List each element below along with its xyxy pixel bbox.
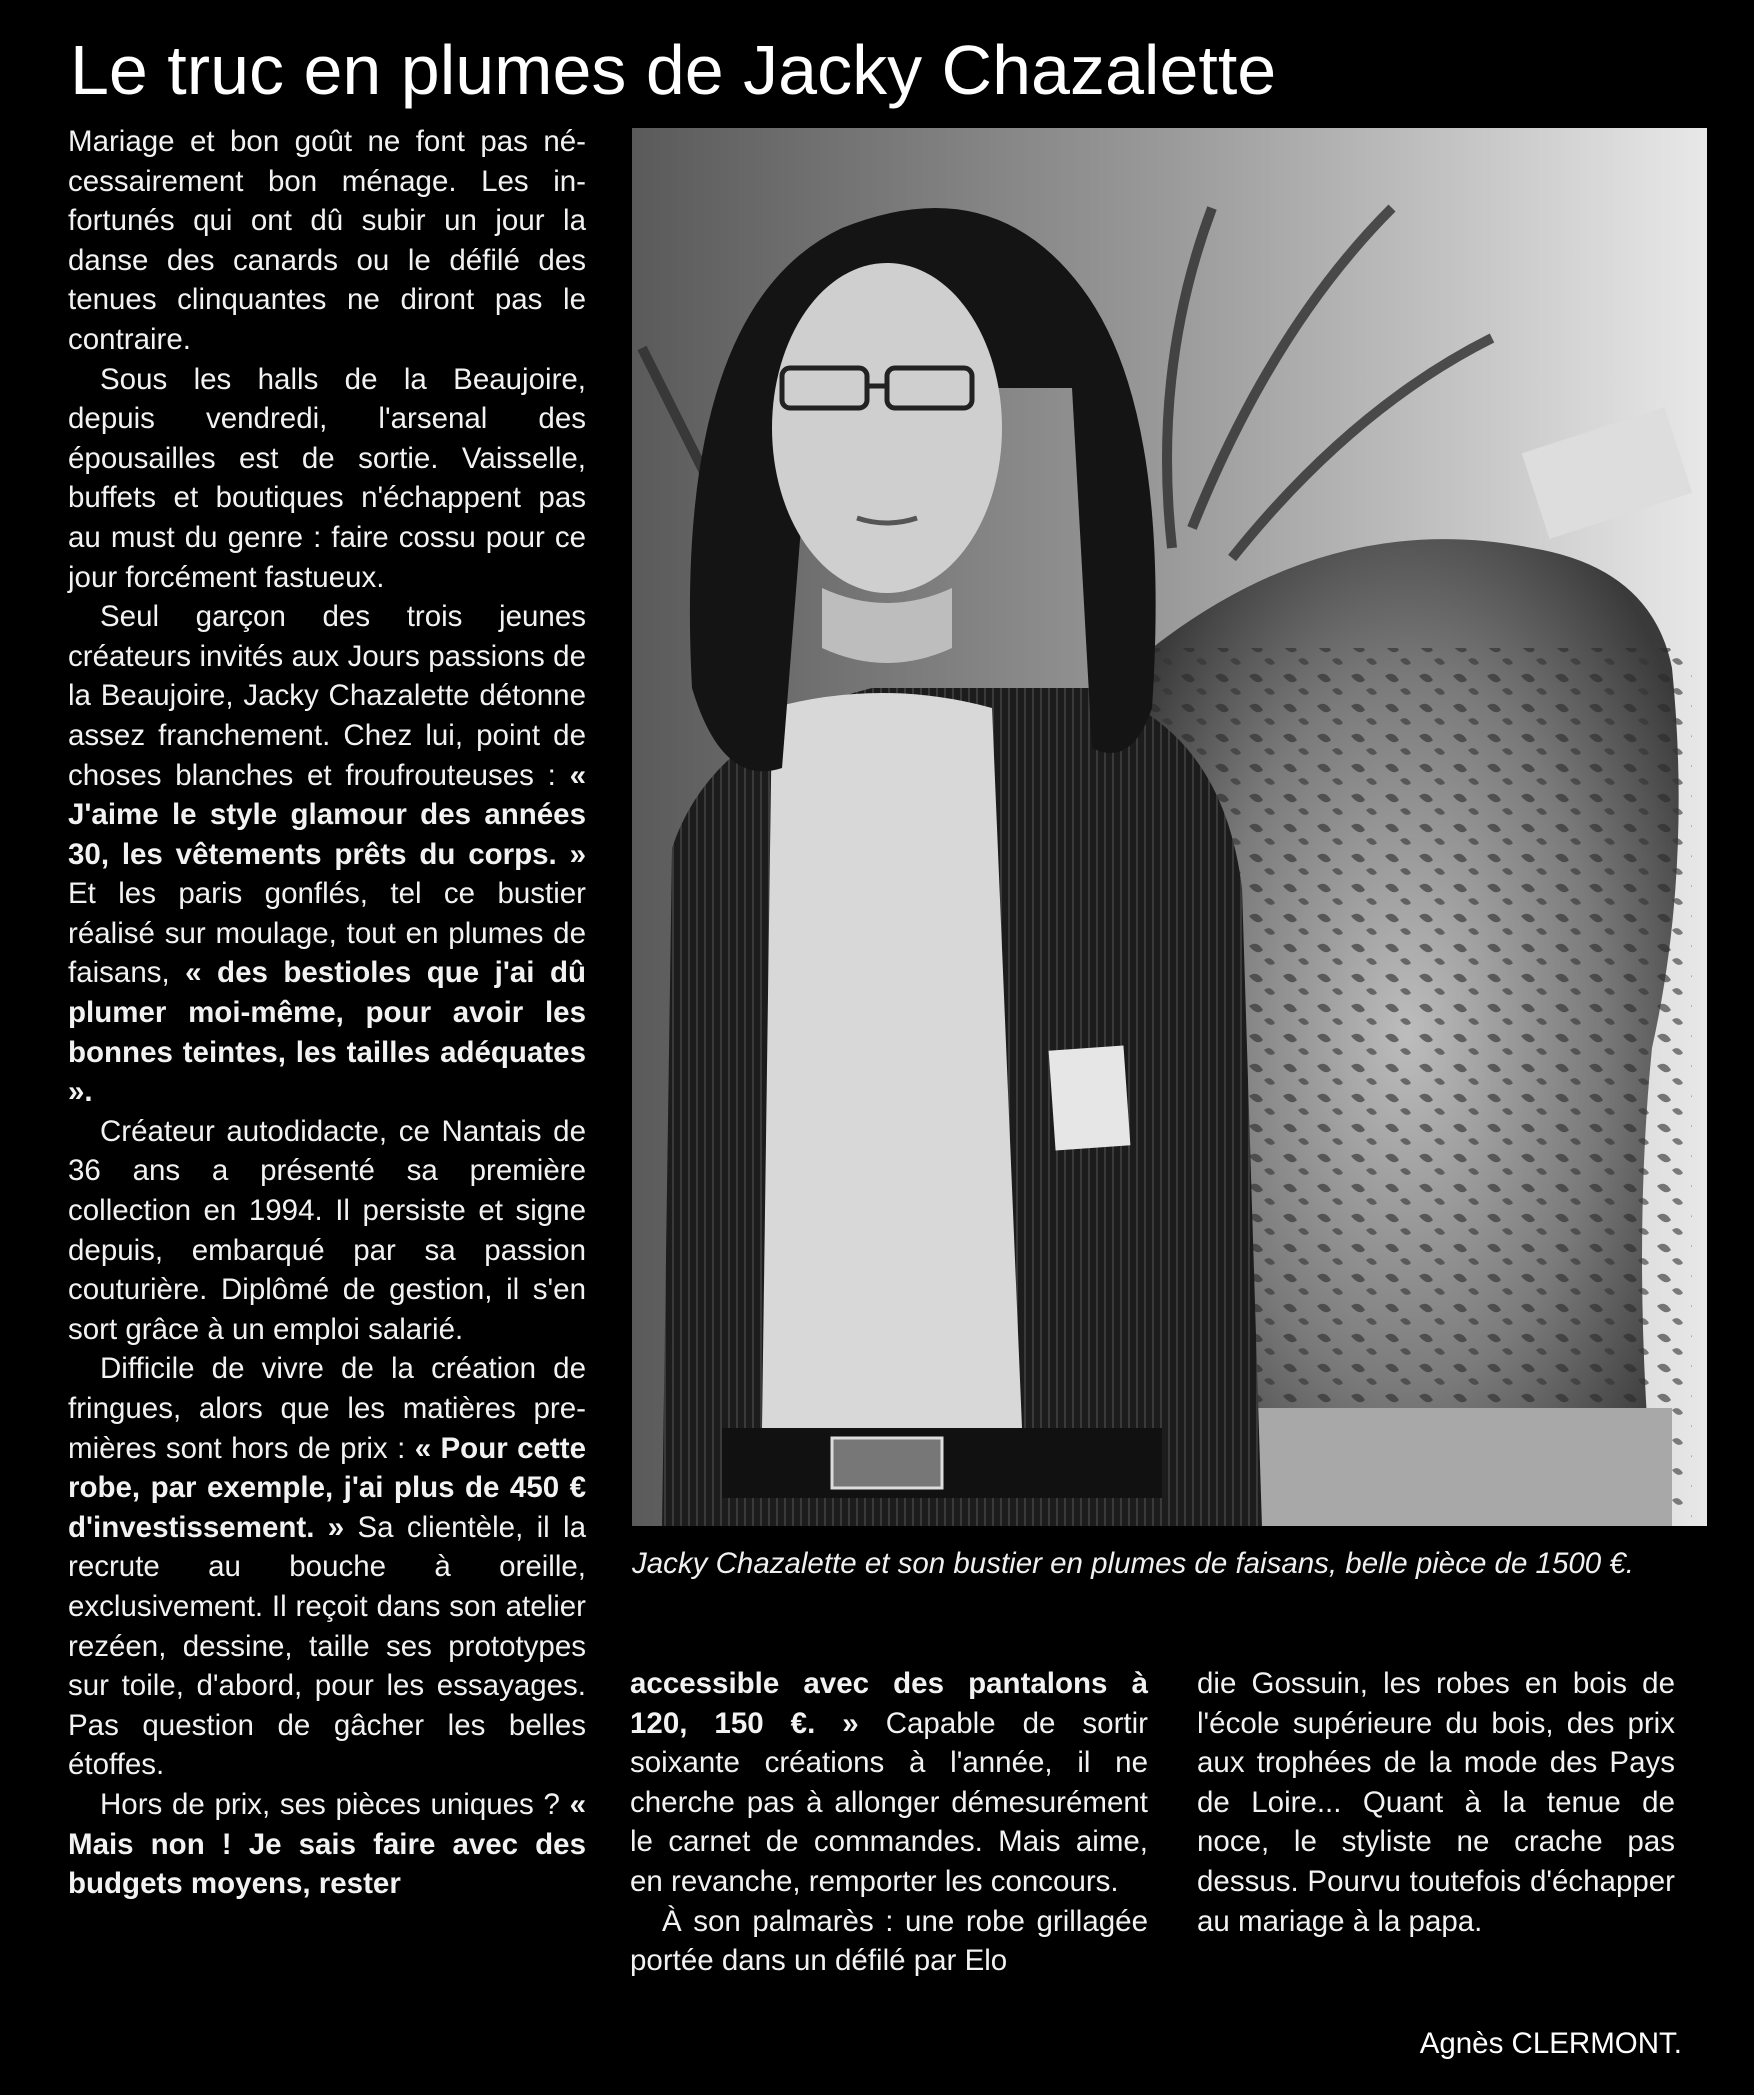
paragraph: [68, 1785, 586, 1904]
photo-illustration: [632, 128, 1707, 1526]
quote: accessible avec des pantalons à 120, 150 €. »: [630, 1667, 1148, 1740]
quote: « J'aime le style glamour des années 30, les vêtements prêts du corps. »: [68, 758, 586, 871]
quote: « Mais non ! Je sais faire avec des budgets moyens, rester: [68, 1787, 586, 1901]
photo-caption: Jacky Chazalette et son bustier en plumes de faisans, belle pièce de 1500 €.: [632, 1547, 1634, 1580]
paragraph: [68, 1349, 586, 1785]
quote: « Pour cette robe, par exemple, j'ai plus de 450 € d'investissement. »: [68, 1431, 586, 1544]
article-column-1: [68, 122, 586, 1904]
author-byline: Agnès CLERMONT.: [1419, 2027, 1682, 2060]
paragraph: À son palmarès : une robe grillagée portée dans un défilé par Elo: [630, 1904, 1148, 1978]
paragraph-text: Hors de prix, ses pièces uniques ?: [100, 1787, 570, 1821]
headline: Le truc en plumes de Jacky Chazalette: [70, 31, 1277, 109]
paragraph: [68, 597, 586, 1112]
quote: « des bestioles que j'ai dû plumer moi-même, pour avoir les bonnes teintes, les tailles adéquates ».: [68, 956, 586, 1109]
paragraph: Créateur autodidacte, ce Nantais de 36 ans a présenté sa première collection en 1994. Il persiste et signe depuis, embarqué par sa passion couturière. Diplômé de gestion, il s'en sort grâce à un emploi salarié.: [68, 1114, 586, 1346]
article-column-2: [630, 1664, 1148, 1981]
paragraph-text: Capable de sortir soixante créations à l'année, il ne cherche pas à allonger démesurément le carnet de commandes. Mais aime, en revanche, remporter les concours.: [630, 1706, 1148, 1898]
paragraph-text: Seul garçon des trois jeunes créateurs invités aux Jours passions de la Beaujoire, Jacky Chazalette détonne assez franchement. Chez lui, point de choses blanches et froufrouteuses :: [68, 600, 586, 792]
article-column-3: [1197, 1664, 1675, 1941]
paragraph-text: Difficile de vivre de la création de fringues, alors que les matières premières sont hors de prix :: [68, 1352, 586, 1465]
paragraph: Mariage et bon goût ne font pas nécessairement bon ménage. Les infortunés qui ont dû subir un jour la danse des canards ou le défilé des tenues clinquantes ne diront pas le contraire.: [68, 125, 586, 356]
paragraph-text: Et les paris gonflés, tel ce bustier réalisé sur moulage, tout en plumes de faisans,: [68, 877, 586, 990]
paragraph: Sous les halls de la Beaujoire, depuis vendredi, l'arsenal des épousailles est de sortie. Vaisselle, buffets et boutiques n'échappent pas au must du genre : faire cossu pour ce jour forcément fastueux.: [68, 362, 586, 594]
paragraph: die Gossuin, les robes en bois de l'école supérieure du bois, des prix aux trophées de la mode des Pays de Loire... Quant à la tenue de noce, le styliste ne crache pas dessus. Pourvu toutefois d'échapper au mariage à la papa.: [1197, 1667, 1675, 1938]
photo-designer-with-feather-bustier: [632, 128, 1707, 1526]
paragraph-text: Sa clientèle, il la recrute au bouche à oreille, exclusivement. Il reçoit dans son atelier rezéen, dessine, taille ses prototypes sur toile, d'abord, pour les essayages. Pas question de gâcher les belles étoffes.: [68, 1510, 586, 1782]
paragraph: [630, 1664, 1148, 1902]
